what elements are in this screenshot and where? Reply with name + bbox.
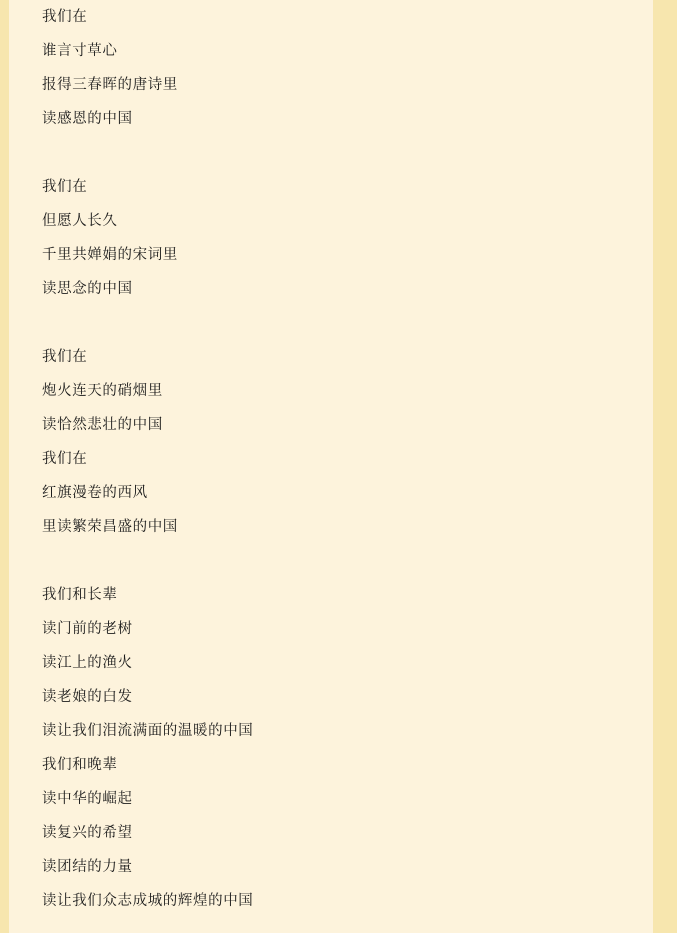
poem-line: 读让我们众志成城的辉煌的中国	[42, 893, 254, 909]
stanza-1	[42, 0, 632, 136]
poem-line: 读老娘的白发	[42, 689, 133, 705]
poem-body	[42, 0, 632, 918]
poem-line: 炮火连天的硝烟里	[42, 383, 163, 399]
stanza-2	[42, 170, 632, 306]
poem-line: 读门前的老树	[42, 621, 133, 637]
poem-line: 但愿人长久	[42, 213, 118, 229]
poem-line: 我们在	[42, 349, 88, 365]
poem-line: 读江上的渔火	[42, 655, 133, 671]
stanza-4	[42, 578, 632, 918]
poem-line: 我们在	[42, 451, 88, 467]
poem-line: 千里共婵娟的宋词里	[42, 247, 178, 263]
poem-line: 读感恩的中国	[42, 111, 133, 127]
stanza-separator	[42, 544, 632, 578]
poem-line: 我们和晚辈	[42, 757, 118, 773]
poem-line: 谁言寸草心	[42, 43, 118, 59]
stanza-separator	[42, 306, 632, 340]
poem-line: 读恰然悲壮的中国	[42, 417, 163, 433]
poem-line: 读中华的崛起	[42, 791, 133, 807]
poem-line: 红旗漫卷的西风	[42, 485, 148, 501]
poem-line: 读思念的中国	[42, 281, 133, 297]
stanza-separator	[42, 136, 632, 170]
poem-line: 读复兴的希望	[42, 825, 133, 841]
paper-surface	[9, 0, 653, 933]
poem-line: 我们和长辈	[42, 587, 118, 603]
poem-line: 里读繁荣昌盛的中国	[42, 519, 178, 535]
poem-line: 我们在	[42, 179, 88, 195]
poem-line: 报得三春晖的唐诗里	[42, 77, 178, 93]
stanza-3	[42, 340, 632, 544]
poem-line: 读让我们泪流满面的温暖的中国	[42, 723, 254, 739]
poem-line: 我们在	[42, 9, 88, 25]
poem-line: 读团结的力量	[42, 859, 133, 875]
